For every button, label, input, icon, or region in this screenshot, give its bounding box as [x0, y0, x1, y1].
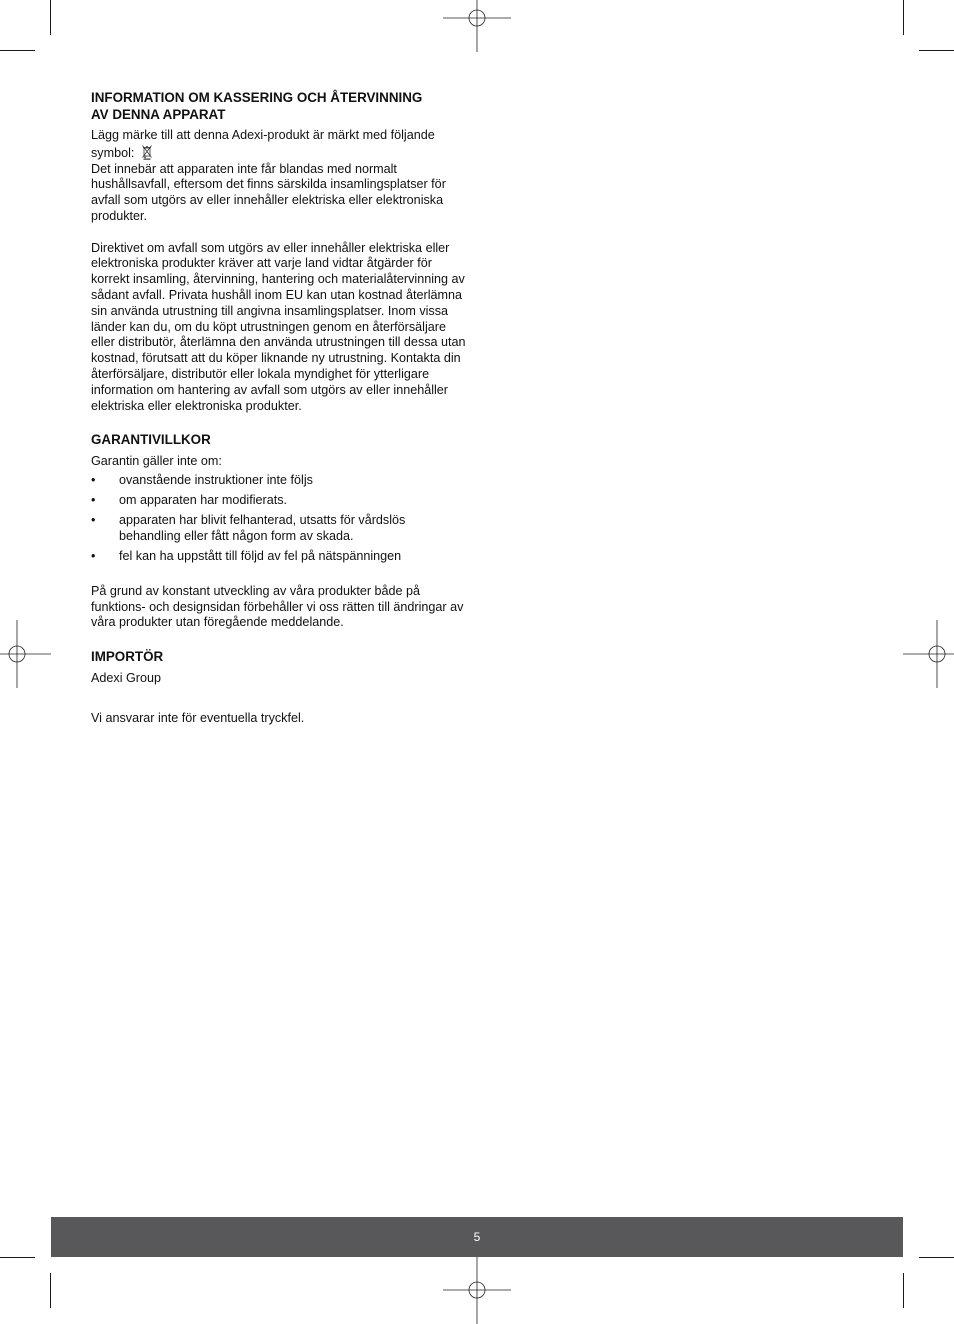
- importer-heading: IMPORTÖR: [91, 649, 164, 665]
- list-item: [91, 513, 466, 545]
- list-item: [91, 493, 466, 509]
- crop-mark-bottom-left-v: [50, 1273, 51, 1308]
- list-item-text: fel kan ha uppstått till följd av fel på nätspänningen: [119, 548, 402, 563]
- list-item: [91, 549, 466, 565]
- disclaimer-text: Vi ansvarar inte för eventuella tryckfel.: [91, 711, 305, 726]
- crop-mark-bottom-right-v: [903, 1273, 904, 1308]
- list-item-text: apparaten har blivit felhanterad, utsatts för vårdslös behandling eller fått någon form av skada.: [119, 513, 406, 543]
- list-item-text: ovanstående instruktioner inte följs: [119, 473, 313, 488]
- warranty-intro: Garantin gäller inte om:: [91, 454, 222, 469]
- warranty-heading: GARANTIVILLKOR: [91, 432, 211, 448]
- importer-name: Adexi Group: [91, 671, 162, 686]
- disposal-intro: [91, 128, 466, 162]
- crop-mark-bottom-left-h: [0, 1257, 35, 1258]
- disposal-intro-line1: Lägg märke till att denna Adexi-produkt är märkt med följande: [91, 128, 435, 142]
- list-item: [91, 473, 466, 489]
- crop-mark-top-right-h: [919, 50, 954, 51]
- crop-mark-top-left-h: [0, 50, 35, 51]
- bullet-icon: •: [91, 513, 96, 528]
- disposal-heading-line2: AV DENNA APPARAT: [91, 107, 226, 122]
- crop-mark-top-right-v: [903, 0, 904, 35]
- bullet-icon: •: [91, 493, 96, 508]
- crop-mark-bottom-right-h: [919, 1257, 954, 1258]
- disposal-heading: [91, 89, 466, 123]
- footer-bar: [51, 1217, 903, 1257]
- disposal-paragraph-1: Det innebär att apparaten inte får blandas med normalt hushållsavfall, eftersom det finns särskilda insamlingsplatser för avfall som utgörs av eller innehåller elektriska eller elektroniska produkter.: [91, 161, 446, 223]
- registration-mark-right-icon: [903, 620, 954, 688]
- page-content: [91, 89, 466, 727]
- disposal-heading-line1: INFORMATION OM KASSERING OCH ÅTERVINNING: [91, 90, 423, 105]
- warranty-paragraph: På grund av konstant utveckling av våra produkter både på funktions- och designsidan förbehåller vi oss rätten till ändringar av våra produkter utan föregående meddelande.: [91, 583, 464, 630]
- bullet-icon: •: [91, 473, 96, 488]
- crop-mark-top-left-v: [50, 0, 51, 35]
- disposal-paragraph-2: Direktivet om avfall som utgörs av eller innehåller elektriska eller elektroniska produkter kräver att varje land vidtar åtgärder för korrekt insamling, återvinning, hantering och materialåtervinning av sådant avfall. Privata hushåll inom EU kan utan kostnad återlämna sin använda utrustning till angivna insamlingsplatser. Inom vissa länder kan du, om du köpt utrustningen genom en återförsäljare eller distributör, återlämna den använda utrustningen till dessa utan kostnad, förutsatt att du köper liknande ny utrustning. Kontakta din återförsäljare, distributör eller lokala myndighet för ytterligare information om hantering av avfall som utgörs av eller innehåller elektriska eller elektroniska produkter.: [91, 240, 466, 413]
- bullet-icon: •: [91, 548, 96, 563]
- registration-mark-top-icon: [443, 0, 511, 52]
- list-item-text: om apparaten har modifierats.: [119, 493, 288, 508]
- registration-mark-bottom-icon: [443, 1256, 511, 1324]
- crossed-out-wheelie-bin-icon: [141, 144, 153, 160]
- page-number: 5: [473, 1230, 481, 1244]
- registration-mark-left-icon: [0, 620, 51, 688]
- warranty-list: [91, 473, 466, 565]
- disposal-intro-line2: symbol:: [91, 145, 135, 160]
